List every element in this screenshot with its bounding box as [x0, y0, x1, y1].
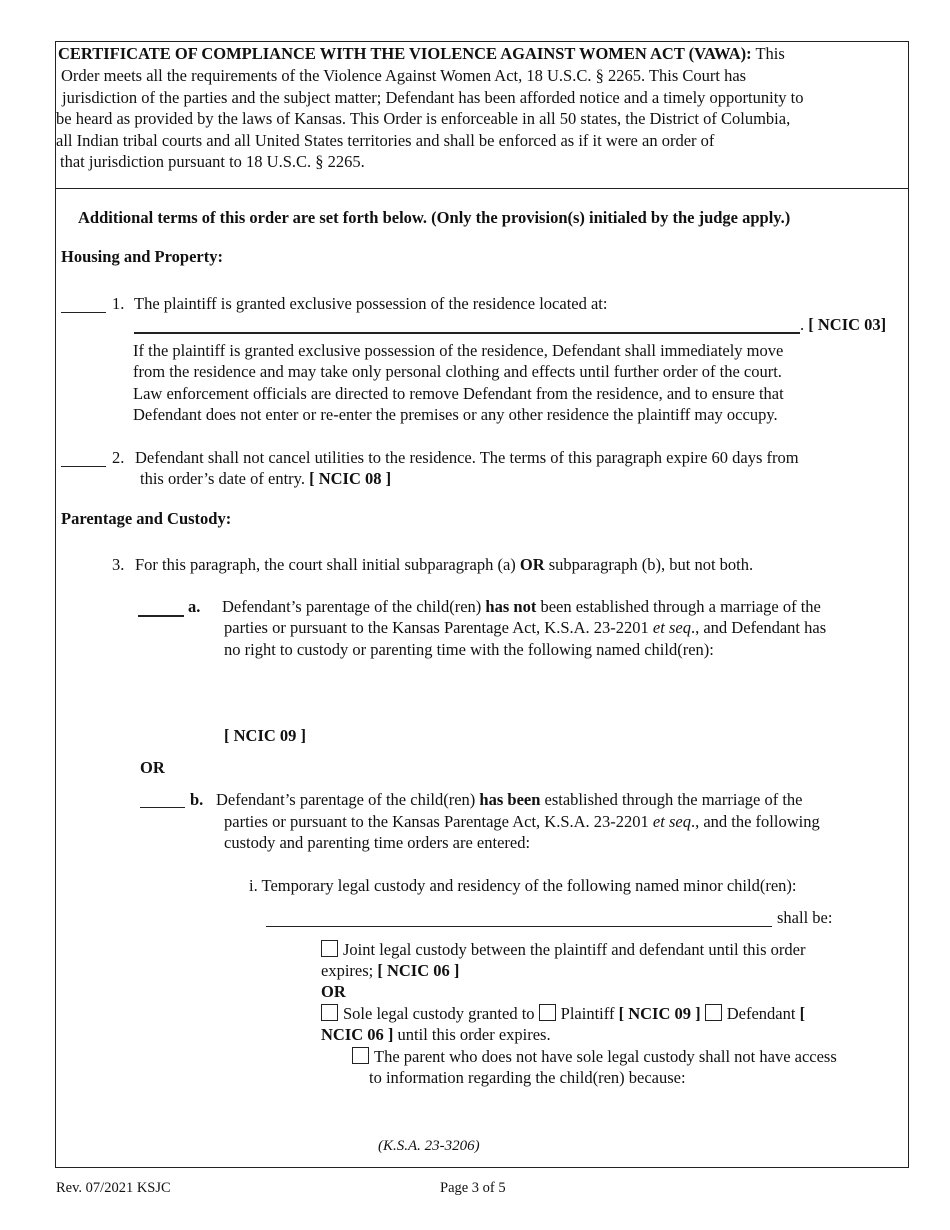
sole-custody-checkbox[interactable] [321, 1004, 338, 1021]
vawa-line-6: that jurisdiction pursuant to 18 U.S.C. § 2265. [60, 152, 365, 171]
ksa-citation: (K.S.A. 23-3206) [378, 1138, 480, 1154]
p1-text-2: If the plaintiff is granted exclusive possession of the residence, Defendant shall immediately move [133, 341, 784, 360]
parentage-heading: Parentage and Custody: [61, 509, 232, 528]
p1-text-4: Law enforcement officials are directed to remove Defendant from the residence, and to ensure that [133, 384, 784, 403]
p2-number: 2. [112, 448, 125, 467]
p1-initial-blank[interactable] [61, 312, 106, 313]
access-line-2: to information regarding the child(ren) because: [369, 1068, 686, 1087]
plaintiff-checkbox[interactable] [539, 1004, 556, 1021]
custody-i-text: i. Temporary legal custody and residency of the following named minor child(ren): [249, 876, 797, 895]
access-line-1: The parent who does not have sole legal custody shall not have access [352, 1047, 837, 1067]
3b-text-2: parties or pursuant to the Kansas Parentage Act, K.S.A. 23-2201 et seq., and the following [224, 812, 820, 831]
vawa-line-1: CERTIFICATE OF COMPLIANCE WITH THE VIOLENCE AGAINST WOMEN ACT (VAWA): This [58, 44, 785, 63]
vawa-line-3: jurisdiction of the parties and the subject matter; Defendant has been afforded notice and a timely opportunity to [62, 88, 804, 107]
3b-label: b. [190, 790, 204, 809]
p2-text-1: Defendant shall not cancel utilities to the residence. The terms of this paragraph expire 60 days from [135, 448, 799, 467]
3a-text-3: no right to custody or parenting time with the following named child(ren): [224, 640, 714, 659]
vawa-line-2: Order meets all the requirements of the Violence Against Women Act, 18 U.S.C. § 2265. This Court has [61, 66, 747, 85]
defendant-checkbox[interactable] [705, 1004, 722, 1021]
or-separator: OR [140, 758, 165, 777]
p1-ncic: . [ NCIC 03] [800, 315, 887, 334]
residence-address-blank[interactable] [134, 332, 800, 334]
terms-heading: Additional terms of this order are set forth below. (Only the provision(s) initialed by the judge apply.) [78, 208, 791, 227]
joint-custody-line-1: Joint legal custody between the plaintiff and defendant until this order [321, 940, 806, 960]
p1-text-3: from the residence and may take only personal clothing and effects until further order of the court. [133, 362, 782, 381]
3a-text-2: parties or pursuant to the Kansas Parentage Act, K.S.A. 23-2201 et seq., and Defendant has [224, 618, 827, 637]
p1-text-1: The plaintiff is granted exclusive possession of the residence located at: [134, 294, 608, 313]
no-access-checkbox[interactable] [352, 1047, 369, 1064]
vawa-line-4: be heard as provided by the laws of Kansas. This Order is enforceable in all 50 states, the District of Columbia, [56, 109, 791, 128]
or-separator-2: OR [321, 982, 346, 1001]
revision-label: Rev. 07/2021 KSJC [56, 1180, 171, 1196]
3b-text-3: custody and parenting time orders are entered: [224, 833, 531, 852]
vawa-line-5: all Indian tribal courts and all United States territories and shall be enforced as if it were an order of [56, 131, 715, 150]
p2-initial-blank[interactable] [61, 466, 106, 467]
p1-number: 1. [112, 294, 125, 313]
p2-text-2: this order’s date of entry. [ NCIC 08 ] [140, 469, 392, 488]
sole-custody-line-2: NCIC 06 ] until this order expires. [321, 1025, 551, 1044]
3a-ncic: [ NCIC 09 ] [224, 726, 307, 745]
3b-text-1: Defendant’s parentage of the child(ren) has been established through the marriage of the [216, 790, 803, 809]
3a-label: a. [188, 597, 201, 616]
p1-text-5: Defendant does not enter or re-enter the premises or any other residence the plaintiff may occupy. [133, 405, 778, 424]
housing-heading: Housing and Property: [61, 247, 223, 266]
vawa-heading: CERTIFICATE OF COMPLIANCE WITH THE VIOLENCE AGAINST WOMEN ACT (VAWA): [58, 44, 752, 63]
3a-text-1: Defendant’s parentage of the child(ren) has not been established through a marriage of the [222, 597, 821, 616]
joint-custody-checkbox[interactable] [321, 940, 338, 957]
children-names-blank[interactable] [266, 926, 772, 927]
p3-text: For this paragraph, the court shall initial subparagraph (a) OR subparagraph (b), but not both. [135, 555, 754, 574]
3b-initial-blank[interactable] [140, 807, 185, 808]
p3-number: 3. [112, 555, 125, 574]
shall-be-text: shall be: [777, 908, 833, 927]
sole-custody-line-1: Sole legal custody granted to Plaintiff [ NCIC 09 ] Defendant [ [321, 1004, 805, 1024]
page-number: Page 3 of 5 [440, 1180, 506, 1196]
3a-initial-blank[interactable] [138, 615, 184, 617]
joint-custody-line-2: expires; [ NCIC 06 ] [321, 961, 460, 980]
